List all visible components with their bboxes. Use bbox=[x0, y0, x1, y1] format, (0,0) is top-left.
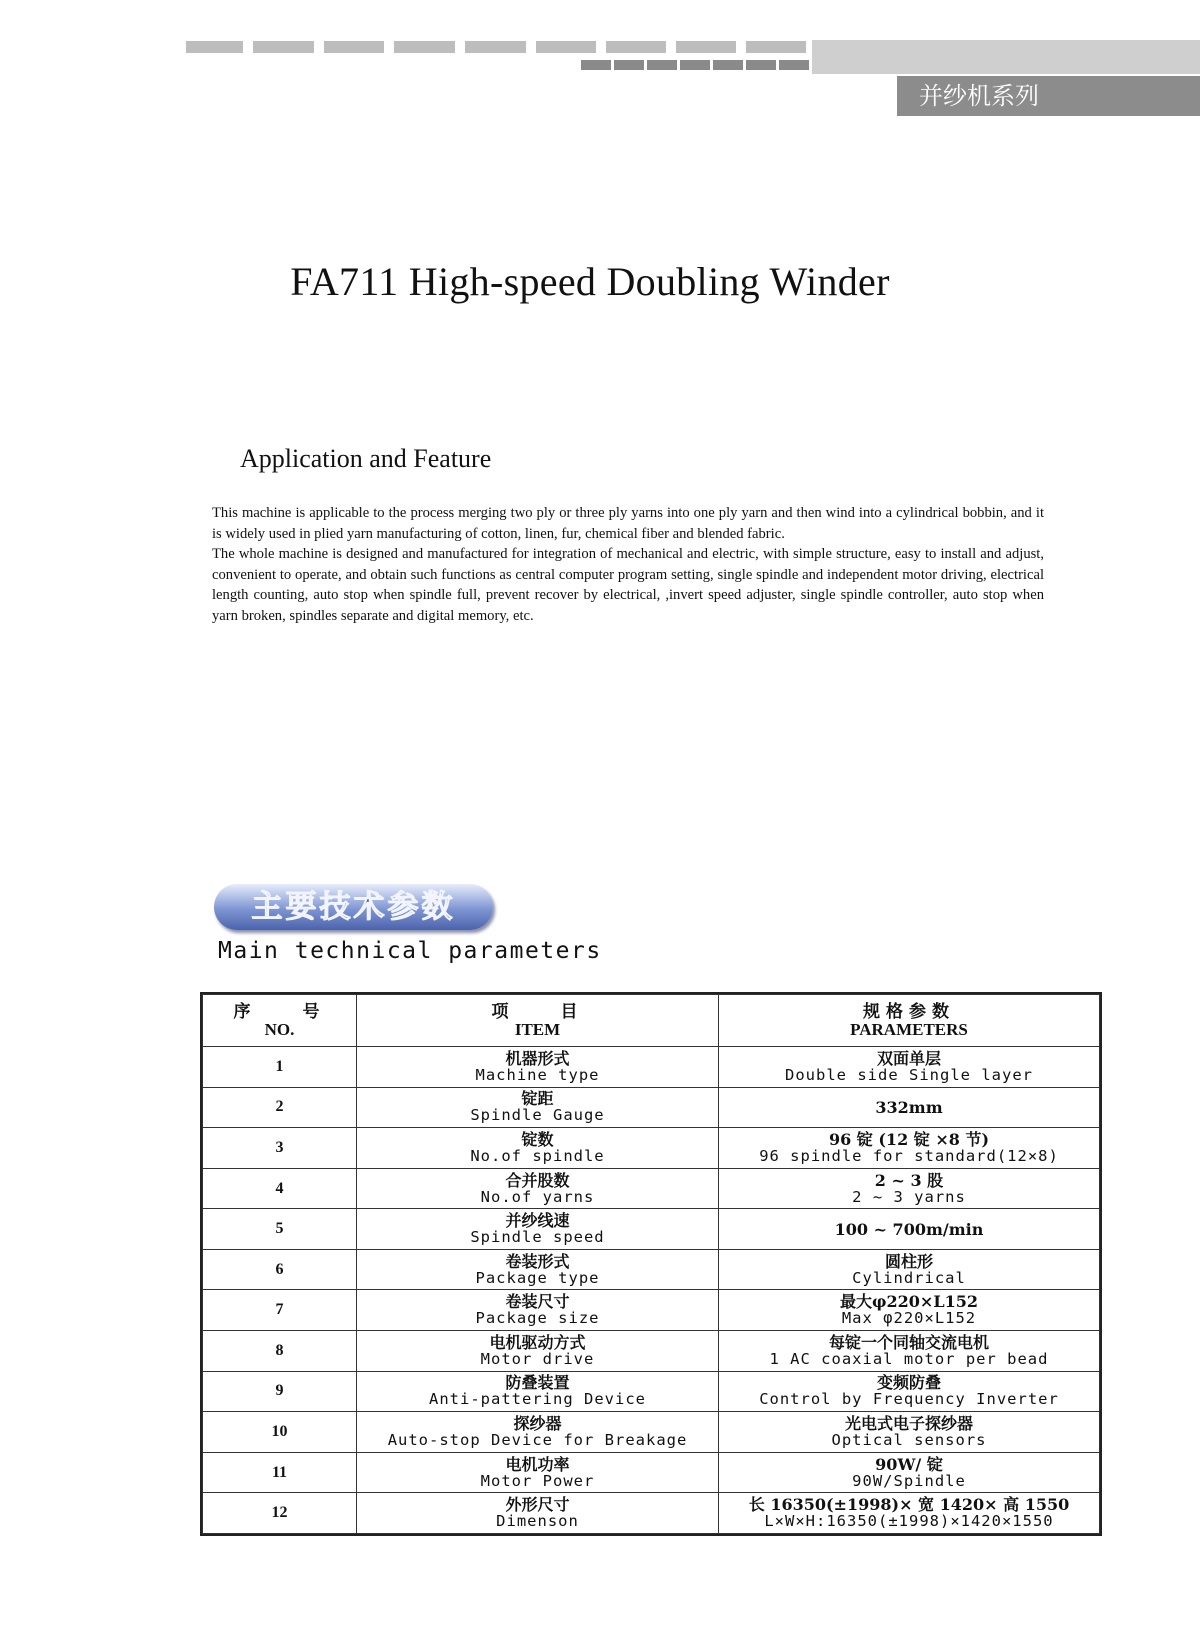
row-number: 4 bbox=[203, 1168, 357, 1209]
row-param-zh: 双面单层 bbox=[876, 1048, 941, 1068]
row-item-zh: 锭数 bbox=[521, 1129, 554, 1149]
row-param-zh: 332mm bbox=[875, 1097, 943, 1117]
header-params-en: PARAMETERS bbox=[850, 1019, 968, 1039]
header-no bbox=[203, 995, 357, 1047]
row-item-zh: 电机驱动方式 bbox=[489, 1332, 586, 1352]
params-badge-label: 主要技术参数 bbox=[251, 889, 456, 925]
row-param bbox=[719, 1371, 1100, 1412]
row-item bbox=[357, 1047, 719, 1088]
header-bar bbox=[606, 41, 666, 53]
row-item-en: Motor drive bbox=[480, 1349, 595, 1368]
row-param bbox=[719, 1452, 1100, 1493]
row-item-en: Package size bbox=[475, 1309, 600, 1328]
page-title: FA711 High-speed Doubling Winder bbox=[290, 259, 890, 304]
row-param-zh: 96 锭 (12 锭 ×8 节) bbox=[828, 1129, 990, 1149]
row-item-en: Spindle speed bbox=[470, 1228, 605, 1247]
row-param-en: 2 ~ 3 yarns bbox=[852, 1187, 966, 1206]
params-title: Main technical parameters bbox=[218, 938, 602, 964]
header-block bbox=[812, 40, 1200, 74]
row-param-en: Double side Single layer bbox=[785, 1065, 1033, 1084]
row-param bbox=[719, 1331, 1100, 1372]
row-param bbox=[719, 1209, 1100, 1250]
row-param-en: 96 spindle for standard(12×8) bbox=[759, 1146, 1059, 1165]
row-param-zh: 圆柱形 bbox=[884, 1251, 933, 1271]
header-bar bbox=[253, 41, 314, 53]
row-param-en: L×W×H:16350(±1998)×1420×1550 bbox=[764, 1512, 1054, 1531]
row-item-zh: 锭距 bbox=[521, 1089, 554, 1109]
row-param bbox=[719, 1128, 1100, 1169]
row-item bbox=[357, 1168, 719, 1209]
header-subbar bbox=[581, 60, 811, 70]
table-row bbox=[203, 1331, 1100, 1372]
row-item-zh: 并纱线速 bbox=[505, 1211, 570, 1231]
row-number: 1 bbox=[203, 1047, 357, 1088]
row-item-en: Motor Power bbox=[480, 1471, 595, 1490]
row-param-en: Max φ220×L152 bbox=[841, 1309, 977, 1328]
table-row bbox=[203, 1493, 1100, 1534]
row-item bbox=[357, 1209, 719, 1250]
row-param bbox=[719, 1412, 1100, 1453]
header-bar bbox=[186, 41, 243, 53]
paragraph: The whole machine is designed and manufactured for integration of mechanical and electric, with simple structure, easy to install and adjust, convenient to operate, and obtain such functions as central computer program setting, single spindle and independent motor driving, electrical length counting, auto stop when spindle full, prevent recover by electrical, ,invert speed adjuster, single spindle controller, auto stop when yarn broken, spindles separate and digital memory, etc. bbox=[212, 546, 1044, 624]
row-item-en: Spindle Gauge bbox=[470, 1106, 605, 1125]
row-item-en: Machine type bbox=[475, 1065, 600, 1084]
row-number: 7 bbox=[203, 1290, 357, 1331]
header-bar bbox=[465, 41, 526, 53]
row-param-zh: 2 ~ 3 股 bbox=[874, 1170, 944, 1190]
row-item-zh: 机器形式 bbox=[505, 1048, 570, 1068]
table-header-row bbox=[203, 995, 1100, 1047]
row-item bbox=[357, 1290, 719, 1331]
row-item-en: Dimenson bbox=[496, 1512, 579, 1531]
row-item bbox=[357, 1493, 719, 1534]
row-param bbox=[719, 1047, 1100, 1088]
row-param-en: Cylindrical bbox=[852, 1268, 966, 1287]
row-number: 5 bbox=[203, 1209, 357, 1250]
header-no-zh: 序 号 bbox=[233, 1001, 326, 1022]
row-item bbox=[357, 1371, 719, 1412]
row-item-zh: 电机功率 bbox=[505, 1454, 570, 1474]
row-item-zh: 外形尺寸 bbox=[505, 1495, 570, 1515]
row-param-en: 1 AC coaxial motor per bead bbox=[769, 1349, 1049, 1368]
row-number: 12 bbox=[203, 1493, 357, 1534]
params-badge bbox=[214, 884, 493, 930]
row-item-en: Package type bbox=[475, 1268, 600, 1287]
row-param-zh: 最大φ220×L152 bbox=[840, 1292, 978, 1312]
row-param-zh: 90W/ 锭 bbox=[875, 1454, 943, 1474]
row-item bbox=[357, 1412, 719, 1453]
header-params bbox=[719, 995, 1100, 1047]
row-item-zh: 卷装尺寸 bbox=[505, 1292, 570, 1312]
row-param-zh: 100 ~ 700m/min bbox=[834, 1219, 984, 1239]
row-number: 2 bbox=[203, 1087, 357, 1128]
header-bar bbox=[676, 41, 736, 53]
paragraph: This machine is applicable to the process merging two ply or three ply yarns into one ply yarn and then wind into a cylindrical bobbin, and it is widely used in plied yarn manufacturing of cotton, linen, fur, chemical fiber and blended fabric. bbox=[212, 505, 1044, 542]
header-bar bbox=[324, 41, 384, 53]
table-row bbox=[203, 1452, 1100, 1493]
table-row bbox=[203, 1168, 1100, 1209]
row-param-zh: 光电式电子探纱器 bbox=[844, 1413, 973, 1433]
header-bar bbox=[746, 41, 806, 53]
row-item-en: Auto-stop Device for Breakage bbox=[387, 1430, 688, 1449]
row-item-en: No.of spindle bbox=[470, 1146, 605, 1165]
row-item bbox=[357, 1452, 719, 1493]
row-param-zh: 变频防叠 bbox=[876, 1373, 941, 1393]
row-number: 11 bbox=[203, 1452, 357, 1493]
table-row bbox=[203, 1412, 1100, 1453]
row-item bbox=[357, 1331, 719, 1372]
header-bar bbox=[394, 41, 455, 53]
header-params-zh: 规格参数 bbox=[863, 1001, 955, 1022]
row-item-zh: 卷装形式 bbox=[505, 1251, 570, 1271]
table-row bbox=[203, 1209, 1100, 1250]
row-number: 8 bbox=[203, 1331, 357, 1372]
row-param bbox=[719, 1493, 1100, 1534]
header-item-zh: 项 目 bbox=[491, 1001, 584, 1022]
header-no-en: NO. bbox=[264, 1019, 295, 1039]
table-row bbox=[203, 1290, 1100, 1331]
row-item bbox=[357, 1128, 719, 1169]
section-title: Application and Feature bbox=[240, 444, 492, 473]
row-param bbox=[719, 1290, 1100, 1331]
row-number: 10 bbox=[203, 1412, 357, 1453]
row-item bbox=[357, 1249, 719, 1290]
row-item-zh: 探纱器 bbox=[513, 1413, 562, 1433]
table-row bbox=[203, 1371, 1100, 1412]
row-param-zh: 每锭一个同轴交流电机 bbox=[828, 1332, 989, 1352]
header-item bbox=[357, 995, 719, 1047]
table-row bbox=[203, 1087, 1100, 1128]
row-param-en: 90W/Spindle bbox=[852, 1471, 966, 1490]
row-param bbox=[719, 1168, 1100, 1209]
row-item-en: Anti-pattering Device bbox=[429, 1390, 646, 1409]
section-body bbox=[212, 503, 1044, 627]
params-table bbox=[200, 992, 1102, 1536]
row-number: 6 bbox=[203, 1249, 357, 1290]
row-param bbox=[719, 1087, 1100, 1128]
header-item-en: ITEM bbox=[514, 1019, 561, 1039]
header-bar bbox=[536, 41, 596, 53]
row-number: 3 bbox=[203, 1128, 357, 1169]
row-param bbox=[719, 1249, 1100, 1290]
row-item bbox=[357, 1087, 719, 1128]
table-row bbox=[203, 1249, 1100, 1290]
table-row bbox=[203, 1047, 1100, 1088]
row-number: 9 bbox=[203, 1371, 357, 1412]
series-tab: 并纱机系列 bbox=[897, 76, 1200, 116]
row-item-en: No.of yarns bbox=[480, 1187, 595, 1206]
table-row bbox=[203, 1128, 1100, 1169]
row-param-en: Control by Frequency Inverter bbox=[759, 1390, 1059, 1409]
row-param-en: Optical sensors bbox=[831, 1430, 987, 1449]
row-item-zh: 防叠装置 bbox=[505, 1373, 570, 1393]
row-param-zh: 长 16350(±1998)× 宽 1420× 高 1550 bbox=[748, 1495, 1070, 1515]
row-item-zh: 合并股数 bbox=[505, 1170, 570, 1190]
